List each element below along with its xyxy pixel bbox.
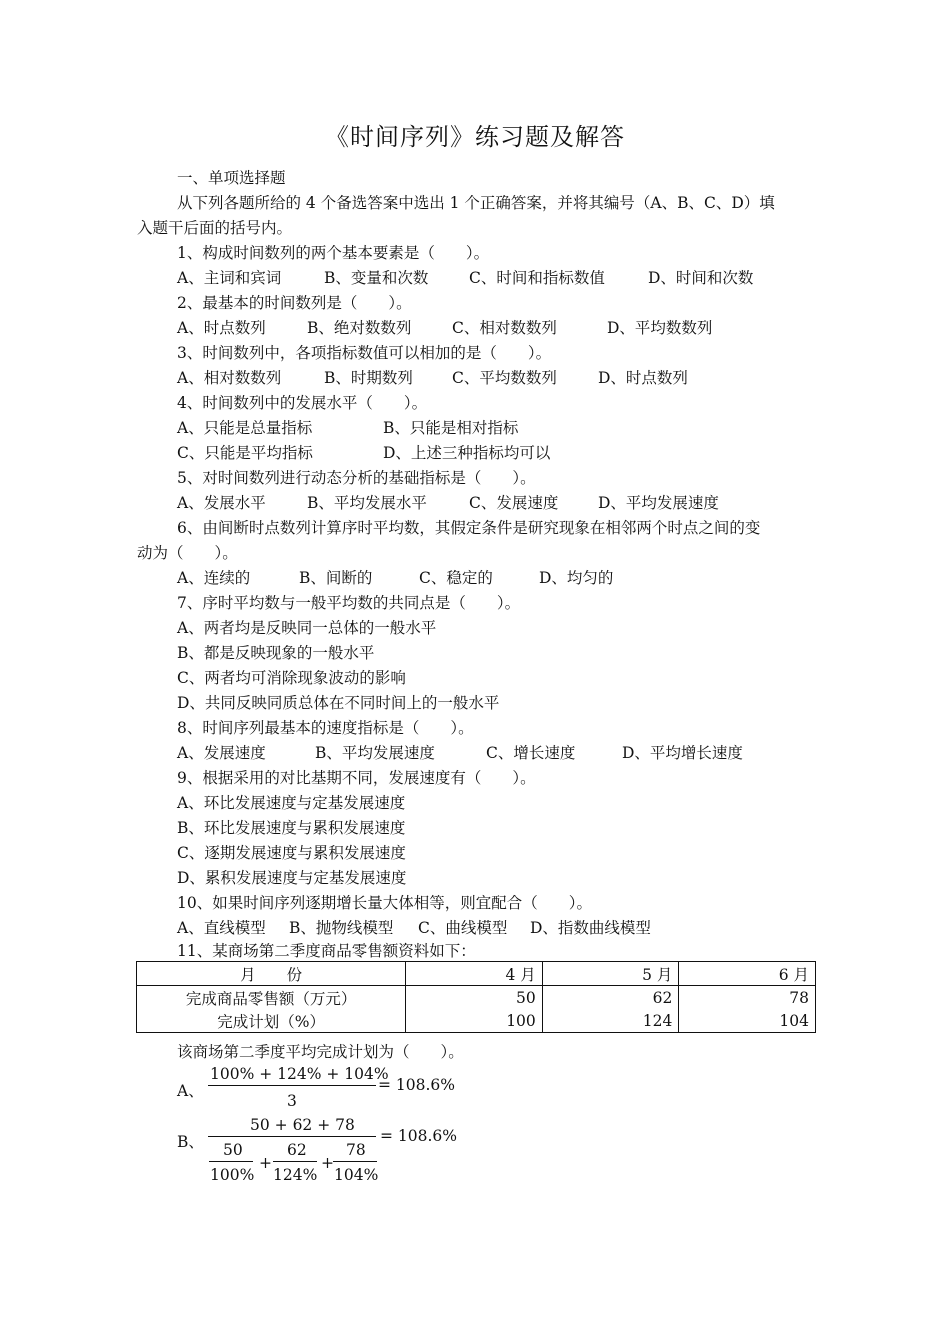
formula-b-sub-numerator: 50 [223, 1141, 243, 1159]
q1-option-a: A、主词和宾词 [177, 269, 282, 287]
formula-a-denominator: 3 [287, 1092, 297, 1110]
question-1-stem: 1、构成时间数列的两个基本要素是（ ）。 [177, 244, 490, 262]
formula-b-sub-fraction-bar [333, 1161, 377, 1162]
formula-b-label: B、 [177, 1133, 204, 1151]
q7-option-d: D、共同反映同质总体在不同时间上的一般水平 [177, 694, 500, 712]
q5-option-d: D、平均发展速度 [598, 494, 719, 512]
formula-a-label: A、 [177, 1082, 204, 1100]
q8-option-a: A、发展速度 [177, 744, 266, 762]
q6-option-a: A、连续的 [177, 569, 251, 587]
q10-option-b: B、抛物线模型 [289, 919, 394, 937]
sales-table [136, 961, 816, 1033]
question-4-stem: 4、时间数列中的发展水平（ ）。 [177, 394, 428, 412]
formula-b-sub-denominator: 104% [334, 1166, 379, 1184]
q5-option-a: A、发展水平 [177, 494, 266, 512]
formula-b-sub-fraction-bar [273, 1161, 317, 1162]
q7-option-a: A、两者均是反映同一总体的一般水平 [177, 619, 437, 637]
table-header-cell: 5 月 [542, 962, 679, 986]
formula-b-numerator: 50 + 62 + 78 [250, 1116, 355, 1134]
q3-option-d: D、时点数列 [598, 369, 688, 387]
q10-option-a: A、直线模型 [177, 919, 266, 937]
q10-option-c: C、曲线模型 [418, 919, 508, 937]
formula-a-numerator: 100% + 124% + 104% [210, 1065, 389, 1083]
table-cell: 50 [406, 986, 543, 1010]
formula-b-fraction-bar [208, 1136, 376, 1137]
q9-option-b: B、环比发展速度与累积发展速度 [177, 819, 406, 837]
table-header-row [137, 962, 816, 986]
q5-option-c: C、发展速度 [469, 494, 559, 512]
table-cell: 124 [542, 1009, 679, 1033]
question-11-ask: 该商场第二季度平均完成计划为（ ）。 [177, 1043, 464, 1061]
q8-option-c: C、增长速度 [486, 744, 576, 762]
q1-option-c: C、时间和指标数值 [469, 269, 605, 287]
table-cell: 62 [542, 986, 679, 1010]
question-6-stem-line-1: 6、由间断时点数列计算序时平均数，其假定条件是研究现象在相邻两个时点之间的变 [177, 519, 761, 537]
q3-option-a: A、相对数数列 [177, 369, 282, 387]
question-6-stem-line-2: 动为（ ）。 [137, 544, 238, 562]
formula-a-result: = 108.6% [378, 1076, 456, 1094]
formula-b-sub-denominator: 124% [273, 1166, 318, 1184]
formula-b-plus: + [259, 1154, 272, 1172]
q5-option-b: B、平均发展水平 [307, 494, 427, 512]
table-row [137, 986, 816, 1010]
table-cell: 104 [679, 1009, 816, 1033]
q1-option-b: B、变量和次数 [324, 269, 429, 287]
instruction-line-1: 从下列各题所给的 4 个备选答案中选出 1 个正确答案，并将其编号（A、B、C、D）填 [177, 194, 775, 212]
table-cell: 78 [679, 986, 816, 1010]
q4-option-b: B、只能是相对指标 [383, 419, 519, 437]
question-7-stem: 7、序时平均数与一般平均数的共同点是（ ）。 [177, 594, 521, 612]
q2-option-d: D、平均数数列 [607, 319, 713, 337]
table-header-cell: 月 份 [137, 962, 406, 986]
table-cell: 完成计划（%） [137, 1009, 406, 1033]
q6-option-b: B、间断的 [299, 569, 373, 587]
q7-option-c: C、两者均可消除现象波动的影响 [177, 669, 406, 687]
question-11-stem: 11、某商场第二季度商品零售额资料如下： [177, 942, 476, 960]
formula-b-sub-denominator: 100% [210, 1166, 255, 1184]
question-2-stem: 2、最基本的时间数列是（ ）。 [177, 294, 412, 312]
formula-b-sub-numerator: 78 [346, 1141, 366, 1159]
table-header-cell: 4 月 [406, 962, 543, 986]
q9-option-d: D、累积发展速度与定基发展速度 [177, 869, 407, 887]
q2-option-c: C、相对数数列 [452, 319, 557, 337]
formula-b-result: = 108.6% [380, 1127, 458, 1145]
table-cell: 完成商品零售额（万元） [137, 986, 406, 1010]
section-heading: 一、单项选择题 [177, 169, 286, 187]
q7-option-b: B、都是反映现象的一般水平 [177, 644, 375, 662]
formula-b-sub-numerator: 62 [287, 1141, 307, 1159]
q6-option-d: D、均匀的 [539, 569, 614, 587]
q2-option-a: A、时点数列 [177, 319, 266, 337]
q4-option-c: C、只能是平均指标 [177, 444, 313, 462]
question-5-stem: 5、对时间数列进行动态分析的基础指标是（ ）。 [177, 469, 536, 487]
formula-b-plus: + [321, 1154, 334, 1172]
q2-option-b: B、绝对数数列 [307, 319, 412, 337]
q9-option-a: A、环比发展速度与定基发展速度 [177, 794, 406, 812]
q6-option-c: C、稳定的 [419, 569, 493, 587]
question-8-stem: 8、时间序列最基本的速度指标是（ ）。 [177, 719, 474, 737]
table-header-cell: 6 月 [679, 962, 816, 986]
formula-a-fraction-bar [208, 1085, 376, 1086]
q4-option-a: A、只能是总量指标 [177, 419, 313, 437]
q3-option-b: B、时期数列 [324, 369, 413, 387]
question-3-stem: 3、时间数列中，各项指标数值可以相加的是（ ）。 [177, 344, 552, 362]
formula-b-sub-fraction-bar [209, 1161, 253, 1162]
question-9-stem: 9、根据采用的对比基期不同，发展速度有（ ）。 [177, 769, 536, 787]
table-row [137, 1009, 816, 1033]
q10-option-d: D、指数曲线模型 [530, 919, 651, 937]
q1-option-d: D、时间和次数 [648, 269, 754, 287]
page-title: 《时间序列》练习题及解答 [325, 123, 625, 151]
q8-option-b: B、平均发展速度 [315, 744, 435, 762]
table-cell: 100 [406, 1009, 543, 1033]
question-10-stem: 10、如果时间序列逐期增长量大体相等，则宜配合（ ）。 [177, 894, 592, 912]
q8-option-d: D、平均增长速度 [622, 744, 743, 762]
instruction-line-2: 入题干后面的括号内。 [137, 219, 293, 237]
q3-option-c: C、平均数数列 [452, 369, 557, 387]
q9-option-c: C、逐期发展速度与累积发展速度 [177, 844, 406, 862]
q4-option-d: D、上述三种指标均可以 [383, 444, 551, 462]
